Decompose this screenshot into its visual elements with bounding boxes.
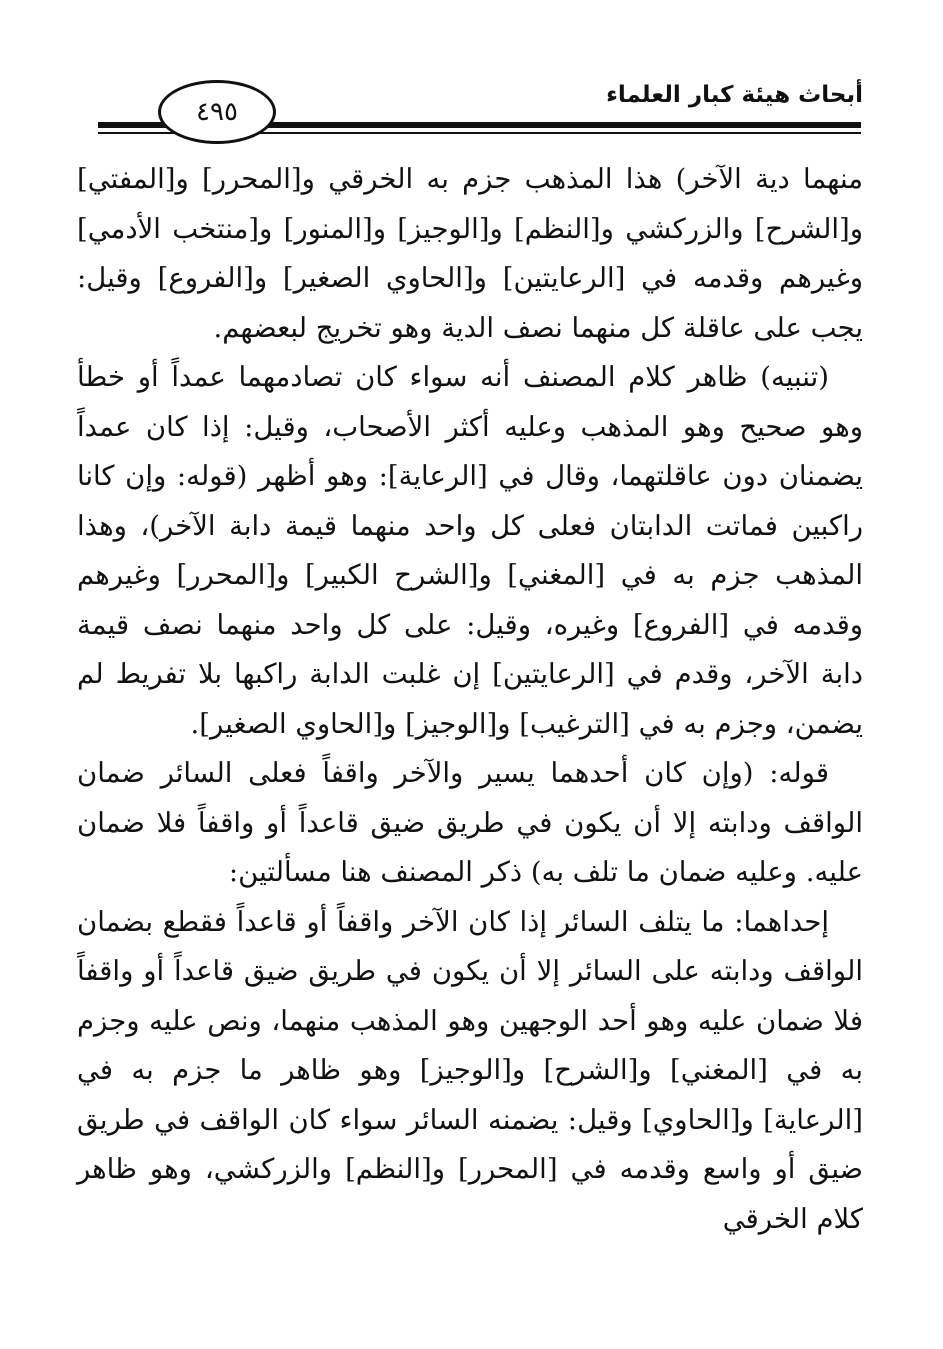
paragraph-1: منهما دية الآخر) هذا المذهب جزم به الخرقي و[المحرر] و[المفتي] و[الشرح] والزركشي و[النظم] و[الوجيز] و[المنور] و[منتخب الأدمي] وغيرهم وقدمه في [الرعايتين] و[الحاوي الصغير] و[الفروع] وقيل: يجب على عاقلة كل منهما نصف الدية وهو تخريج لبعضهم.	[77, 163, 863, 344]
page-header	[0, 0, 943, 150]
page-number-oval	[158, 80, 276, 144]
paragraph-3: قوله: (وإن كان أحدهما يسير والآخر واقفاً فعلى السائر ضمان الواقف ودابته إلا أن يكون في طريق ضيق قاعداً أو واقفاً فلا ضمان عليه. وعليه ضمان ما تلف به) ذكر المصنف هنا مسألتين:	[77, 757, 863, 888]
page-number: ٤٩٥	[196, 97, 238, 127]
page-body	[77, 155, 863, 1244]
paragraph-2: (تنبيه) ظاهر كلام المصنف أنه سواء كان تصادمهما عمداً أو خطأ وهو صحيح وهو المذهب وعليه أكثر الأصحاب، وقيل: إذا كان عمداً يضمنان دون عاقلتهما، وقال في [الرعاية]: وهو أظهر (قوله: وإن كانا راكبين فماتت الدابتان فعلى كل واحد منهما قيمة دابة الآخر)، وهذا المذهب جزم به في [المغني] و[الشرح الكبير] و[المحرر] وغيرهم وقدمه في [الفروع] وغيره، وقيل: على كل واحد منهما نصف قيمة دابة الآخر، وقدم في [الرعايتين] إن غلبت الدابة راكبها بلا تفريط لم يضمن، وجزم به في [الترغيب] و[الوجيز] و[الحاوي الصغير].	[77, 361, 863, 740]
paragraph-4: إحداهما: ما يتلف السائر إذا كان الآخر واقفاً أو قاعداً فقطع بضمان الواقف ودابته على السائر إلا أن يكون في طريق ضيق قاعداً أو واقفاً فلا ضمان عليه وهو أحد الوجهين وهو المذهب منهما، ونص عليه وجزم به في [المغني] و[الشرح] و[الوجيز] وهو ظاهر ما جزم به في [الرعاية] و[الحاوي] وقيل: يضمنه السائر سواء كان الواقف في طريق ضيق أو واسع وقدمه في [المحرر] و[النظم] والزركشي، وهو ظاهر كلام الخرقي	[77, 905, 863, 1235]
running-title: أبحاث هيئة كبار العلماء	[606, 82, 863, 108]
